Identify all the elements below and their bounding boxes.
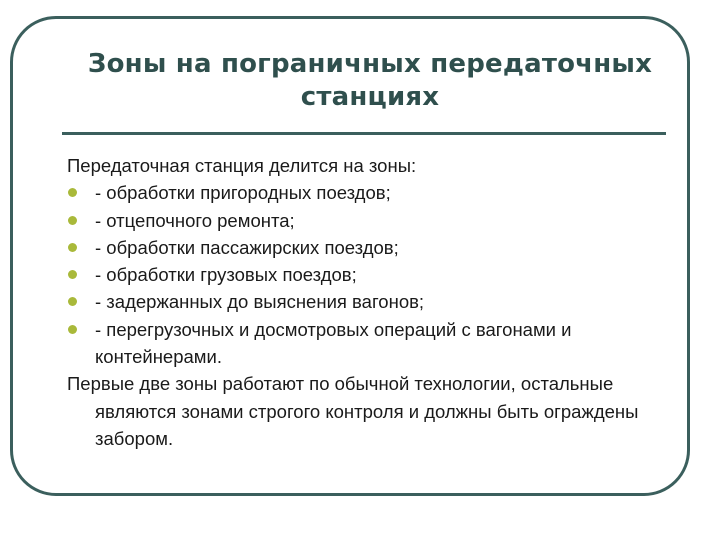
bullet-item: [67, 261, 677, 288]
bullet-text: - перегрузочных и досмотровых операций с вагонами и контейнерами.: [95, 318, 572, 368]
bullet-text: - отцепочного ремонта;: [95, 209, 295, 231]
bullet-text: - обработки пассажирских поездов;: [95, 236, 399, 258]
bullet-text: - задержанных до выяснения вагонов;: [95, 291, 425, 313]
bullet-item: [67, 207, 677, 234]
bullet-dot-icon: [68, 325, 77, 334]
bullet-dot-icon: [68, 243, 77, 252]
closing-text: Первые две зоны работают по обычной технологии, остальные являются зонами строгого контроля и должны быть ограждены забором.: [67, 373, 639, 449]
title-divider: [62, 132, 666, 135]
bullet-dot-icon: [68, 216, 77, 225]
bullet-item: [67, 288, 677, 315]
bullet-dot-icon: [68, 297, 77, 306]
bullet-dot-icon: [68, 188, 77, 197]
slide-title-line-1: Зоны на пограничных передаточных: [87, 49, 653, 79]
bullet-text: - обработки пригородных поездов;: [95, 182, 391, 204]
slide-body: [67, 152, 677, 452]
intro-text: Передаточная станция делится на зоны:: [67, 155, 417, 176]
bullet-item: [67, 179, 677, 206]
bullet-dot-icon: [68, 270, 77, 279]
bullet-item: [67, 234, 677, 261]
bullet-item: [67, 316, 677, 371]
bullet-text: - обработки грузовых поездов;: [95, 264, 357, 286]
slide-title-line-2: станциях: [300, 82, 440, 112]
slide-title: [40, 48, 700, 114]
